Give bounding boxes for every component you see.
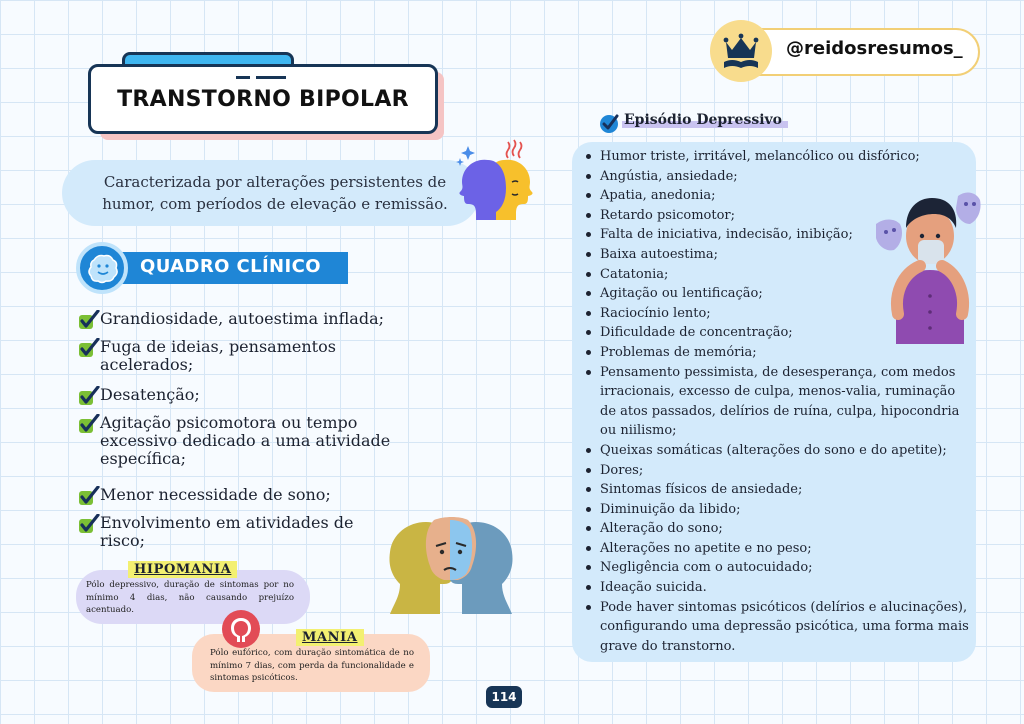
list-item: Pode haver sintomas psicóticos (delírios e alucinações), configurando uma depressão psicótica, uma forma mais grave do transtorno. <box>600 598 972 657</box>
list-item: Pensamento pessimista, de desesperança, com medos irracionais, excesso de culpa, menos-valia, ruminação de atos passados, delírios de ruína, culpa, hipocondria ou niilismo; <box>600 363 972 441</box>
mania-badge <box>222 610 260 648</box>
social-handle: @reidosresumos_ <box>786 38 963 59</box>
checkmark-icon <box>78 486 100 506</box>
crown-book-icon <box>710 20 772 82</box>
brain-icon <box>80 246 124 290</box>
title-card <box>88 64 438 134</box>
list-item: Agitação ou lentificação; <box>600 284 972 304</box>
list-item: Agitação psicomotora ou tempo excessivo dedicado a uma atividade específica; <box>78 414 408 468</box>
mania-description: Pólo eufórico, com duração sintomática de no mínimo 7 dias, com perda da funcionalidade e sintomas psicóticos. <box>210 648 414 683</box>
checkmark-icon <box>78 310 100 330</box>
list-item: Diminuição da libido; <box>600 500 972 520</box>
list-item: Retardo psicomotor; <box>600 206 972 226</box>
list-item: Falta de iniciativa, indecisão, inibição; <box>600 225 972 245</box>
checkmark-icon <box>78 514 100 534</box>
page-title: TRANSTORNO BIPOLAR <box>117 86 409 112</box>
two-heads-illustration <box>446 138 542 226</box>
section-heading: QUADRO CLÍNICO <box>140 256 321 277</box>
list-item: Baixa autoestima; <box>600 245 972 265</box>
person-with-masks-illustration <box>866 184 998 344</box>
list-item: Raciocínio lento; <box>600 304 972 324</box>
list-item: Envolvimento em atividades de risco; <box>78 514 378 550</box>
hipomania-description: Pólo depressivo, duração de sintomas por no mínimo 4 dias, não causando prejuízo acentuado. <box>86 580 294 615</box>
list-item: Ideação suicida. <box>600 578 972 598</box>
definition-line-1: Caracterizada por alterações persistentes de <box>103 173 447 191</box>
divider <box>362 64 372 67</box>
list-item: Apatia, anedonia; <box>600 186 972 206</box>
checkmark-icon <box>78 414 100 434</box>
section-heading-bar <box>120 252 348 284</box>
list-item: Alterações no apetite e no peso; <box>600 539 972 559</box>
hipomania-label-wrap <box>128 558 237 577</box>
divider <box>256 76 286 79</box>
list-item: Dores; <box>600 461 972 481</box>
list-item: Dificuldade de concentração; <box>600 323 972 343</box>
list-item: Sintomas físicos de ansiedade; <box>600 480 972 500</box>
list-item: Problemas de memória; <box>600 343 972 363</box>
page-number: 114 <box>486 686 522 708</box>
list-item: Angústia, ansiedade; <box>600 167 972 187</box>
list-item: Grandiosidade, autoestima inflada; <box>78 310 398 328</box>
list-item: Humor triste, irritável, melancólico ou disfórico; <box>600 147 972 167</box>
list-item: Menor necessidade de sono; <box>78 486 398 504</box>
crown-logo <box>710 20 772 82</box>
brain-badge <box>76 242 128 294</box>
checkmark-icon <box>78 386 100 406</box>
masks-faces-illustration <box>386 514 516 618</box>
checkmark-icon <box>78 338 100 358</box>
hipomania-description-bubble <box>76 570 310 624</box>
list-item: Queixas somáticas (alterações do sono e do apetite); <box>600 441 972 461</box>
list-item: Negligência com o autocuidado; <box>600 558 972 578</box>
divider <box>378 64 408 67</box>
mania-label: MANIA <box>296 629 364 646</box>
hipomania-label: HIPOMANIA <box>128 561 237 578</box>
divider <box>236 76 250 79</box>
definition-bubble <box>62 160 480 226</box>
depressive-episode-title: Episódio Depressivo <box>622 112 788 128</box>
list-item: Alteração do sono; <box>600 519 972 539</box>
list-item: Desatenção; <box>78 386 398 404</box>
definition-line-2: humor, com períodos de elevação e remissão. <box>102 195 448 213</box>
check-circle-icon <box>598 112 620 134</box>
list-item: Catatonia; <box>600 265 972 285</box>
list-item: Fuga de ideias, pensamentos acelerados; <box>78 338 346 374</box>
head-profile-icon <box>222 610 260 648</box>
mania-label-wrap <box>296 626 364 645</box>
